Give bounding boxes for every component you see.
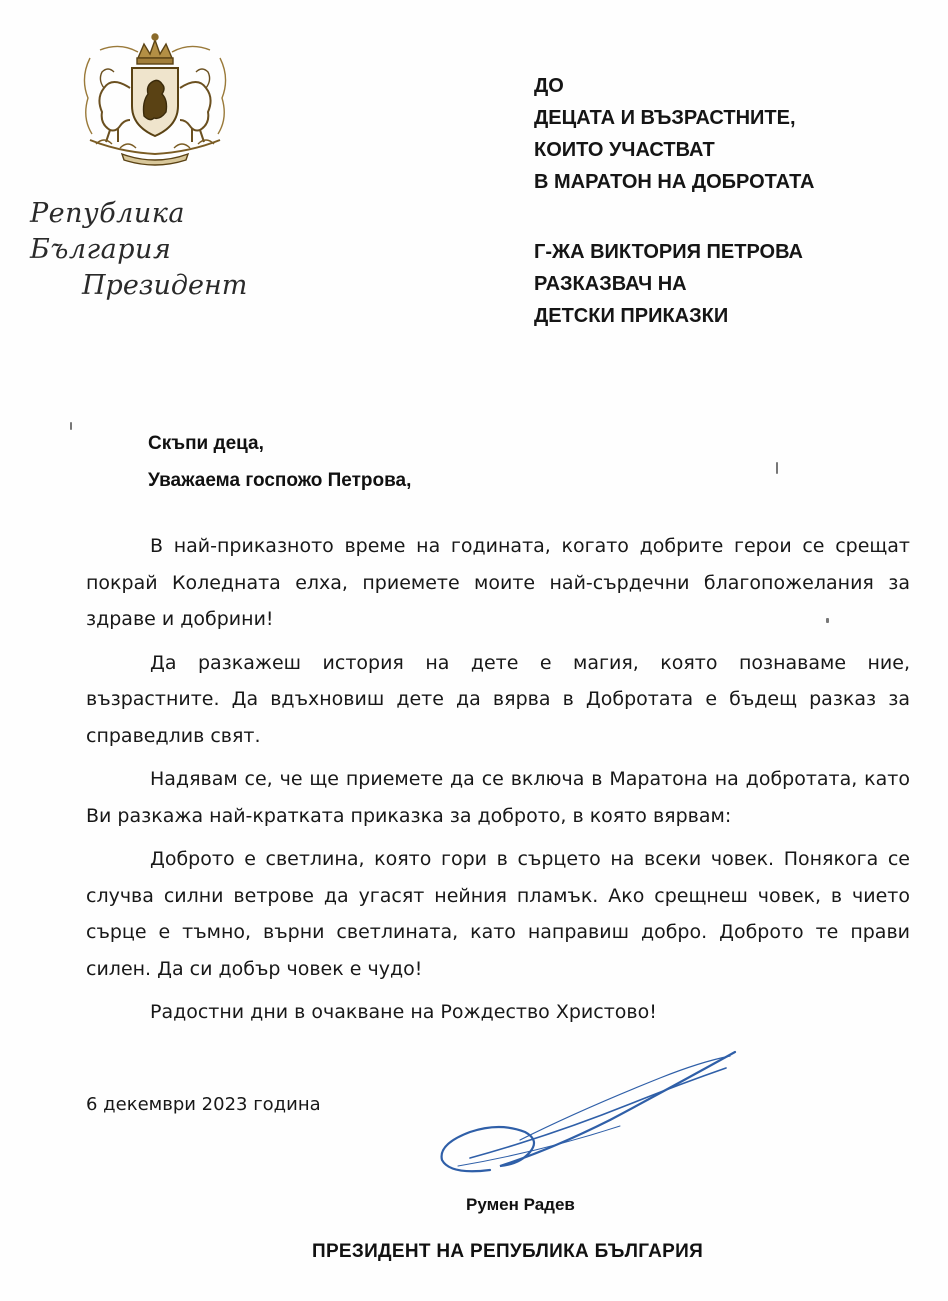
addressee-line: Г-ЖА ВИКТОРИЯ ПЕТРОВА bbox=[534, 241, 803, 263]
signer-name: Румен Радев bbox=[466, 1195, 575, 1214]
letter-body bbox=[86, 528, 910, 1038]
scan-speck bbox=[776, 462, 778, 474]
coat-of-arms-icon bbox=[60, 28, 250, 168]
addressee-line: ДЕТСКИ ПРИКАЗКИ bbox=[534, 305, 729, 327]
body-paragraph: Радостни дни в очакване на Рождество Христово! bbox=[150, 1001, 657, 1023]
body-paragraph: В най-приказното време на годината, когато добрите герои се срещат покрай Коледната елха, приемете моите най-сърдечни благопожелания за здраве и добрини! bbox=[86, 535, 910, 630]
scan-speck bbox=[826, 618, 829, 623]
letterhead-title: Президент bbox=[82, 270, 248, 301]
letterhead bbox=[22, 196, 312, 304]
salutation bbox=[148, 425, 411, 499]
handwritten-signature bbox=[430, 1040, 760, 1190]
body-paragraph: Доброто е светлина, която гори в сърцето на всеки човек. Понякога се случва силни ветрове да угасят нейния пламък. Ако срещнеш човек, в чието сърце е тъмно, върни светлината, като направиш добро. Доброто те прави силен. Да си добър човек е чудо! bbox=[86, 848, 910, 980]
salutation-line: Скъпи деца, bbox=[148, 433, 264, 454]
addressee-line: В МАРАТОН НА ДОБРОТАТА bbox=[534, 171, 815, 193]
body-paragraph: Надявам се, че ще приемете да се включа в Маратона на добротата, като Ви разкажа най-кратката приказка за доброто, в която вярвам: bbox=[86, 768, 910, 827]
addressee-line: КОИТО УЧАСТВАТ bbox=[534, 139, 715, 161]
signer-title: ПРЕЗИДЕНТ НА РЕПУБЛИКА БЪЛГАРИЯ bbox=[312, 1241, 704, 1262]
scan-speck bbox=[70, 422, 72, 430]
letterhead-country: Република България bbox=[30, 198, 185, 265]
salutation-line: Уважаема госпожо Петрова, bbox=[148, 470, 412, 491]
body-paragraph: Да разкажеш история на дете е магия, която познаваме ние, възрастните. Да вдъхновиш дете да вярва в Добротата е бъдещ разказ за справедлив свят. bbox=[86, 651, 910, 747]
addressee-line: ДО bbox=[534, 75, 564, 97]
letter-date: 6 декември 2023 година bbox=[86, 1094, 321, 1115]
addressee-line: ДЕЦАТА И ВЪЗРАСТНИТЕ, bbox=[534, 107, 796, 129]
addressee-line: РАЗКАЗВАЧ НА bbox=[534, 273, 687, 295]
addressee-block bbox=[534, 70, 934, 332]
